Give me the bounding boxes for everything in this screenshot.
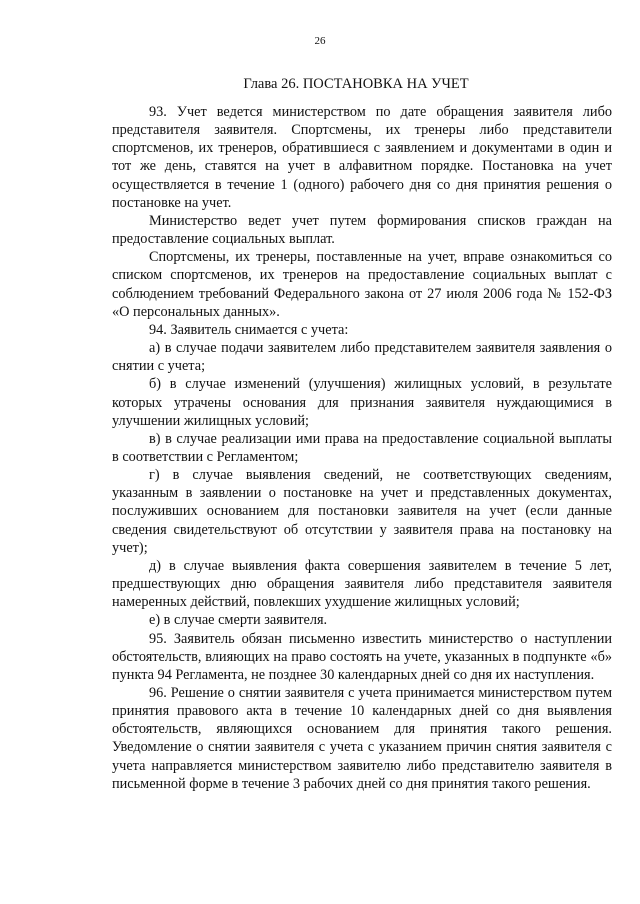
- paragraph-94-a: а) в случае подачи заявителем либо представителем заявителя заявления о снятии с учета;: [112, 340, 612, 375]
- paragraph-96: 96. Решение о снятии заявителя с учета принимается министерством путем принятия правового акта в течение 10 календарных дней со дня выявления обстоятельств, являющихся основанием для принятия такого решения. Уведомление о снятии заявителя с учета с указанием причин снятия заявителя с учета направляется министерством заявителю либо представителю заявителя в письменной форме в течение 3 рабочих дней со дня принятия такого решения.: [112, 685, 612, 792]
- paragraph-95: 95. Заявитель обязан письменно известить министерство о наступлении обстоятельств, влияющих на право состоять на учете, указанных в подпункте «б» пункта 94 Регламента, не позднее 30 календарных дней со дня их наступления.: [112, 630, 612, 683]
- paragraph-94-v: в) в случае реализации ими права на предоставление социальной выплаты в соответствии с Регламентом;: [112, 430, 612, 465]
- paragraph-94: 94. Заявитель снимается с учета:: [149, 321, 349, 338]
- chapter-title: Глава 26. ПОСТАНОВКА НА УЧЕТ: [243, 76, 469, 92]
- chapter-body: [112, 103, 612, 793]
- paragraph-athletes-familiarization: Спортсмены, их тренеры, поставленные на учет, вправе ознакомиться со списком спортсменов, их тренеров на предоставление социальных выплат с соблюдением требований Федерального закона от 27 июля 2006 года № 152-ФЗ «О персональных данных».: [112, 249, 612, 320]
- paragraph-93: 93. Учет ведется министерством по дате обращения заявителя либо представителя заявителя. Спортсмены, их тренеры либо представители спортсменов, их тренеров, обратившиеся с заявлением и документами в один и тот же день, ставятся на учет в алфавитном порядке. Постановка на учет осуществляется в течение 1 (одного) рабочего дня со дня принятия решения о постановке на учет.: [112, 104, 612, 211]
- page-number: 26: [314, 35, 326, 47]
- paragraph-94-d: д) в случае выявления факта совершения заявителем в течение 5 лет, предшествующих дню обращения заявителя либо представителя заявителя намеренных действий, повлекших ухудшение жилищных условий;: [112, 557, 612, 611]
- paragraph-94-b: б) в случае изменений (улучшения) жилищных условий, в результате которых утрачены основания для признания заявителя нуждающимися в улучшении жилищных условий;: [112, 376, 612, 429]
- paragraph-94-e: е) в случае смерти заявителя.: [149, 612, 328, 629]
- paragraph-94-g: г) в случае выявления сведений, не соответствующих сведениям, указанным в заявлении о постановке на учет и представленных документах, послуживших основанием для постановки заявителя на учет (если данные сведения свидетельствуют об отсутствии у заявителя права на постановку на учет);: [112, 467, 612, 556]
- paragraph-ministry-records: Министерство ведет учет путем формирования списков граждан на предоставление социальных выплат.: [112, 212, 612, 248]
